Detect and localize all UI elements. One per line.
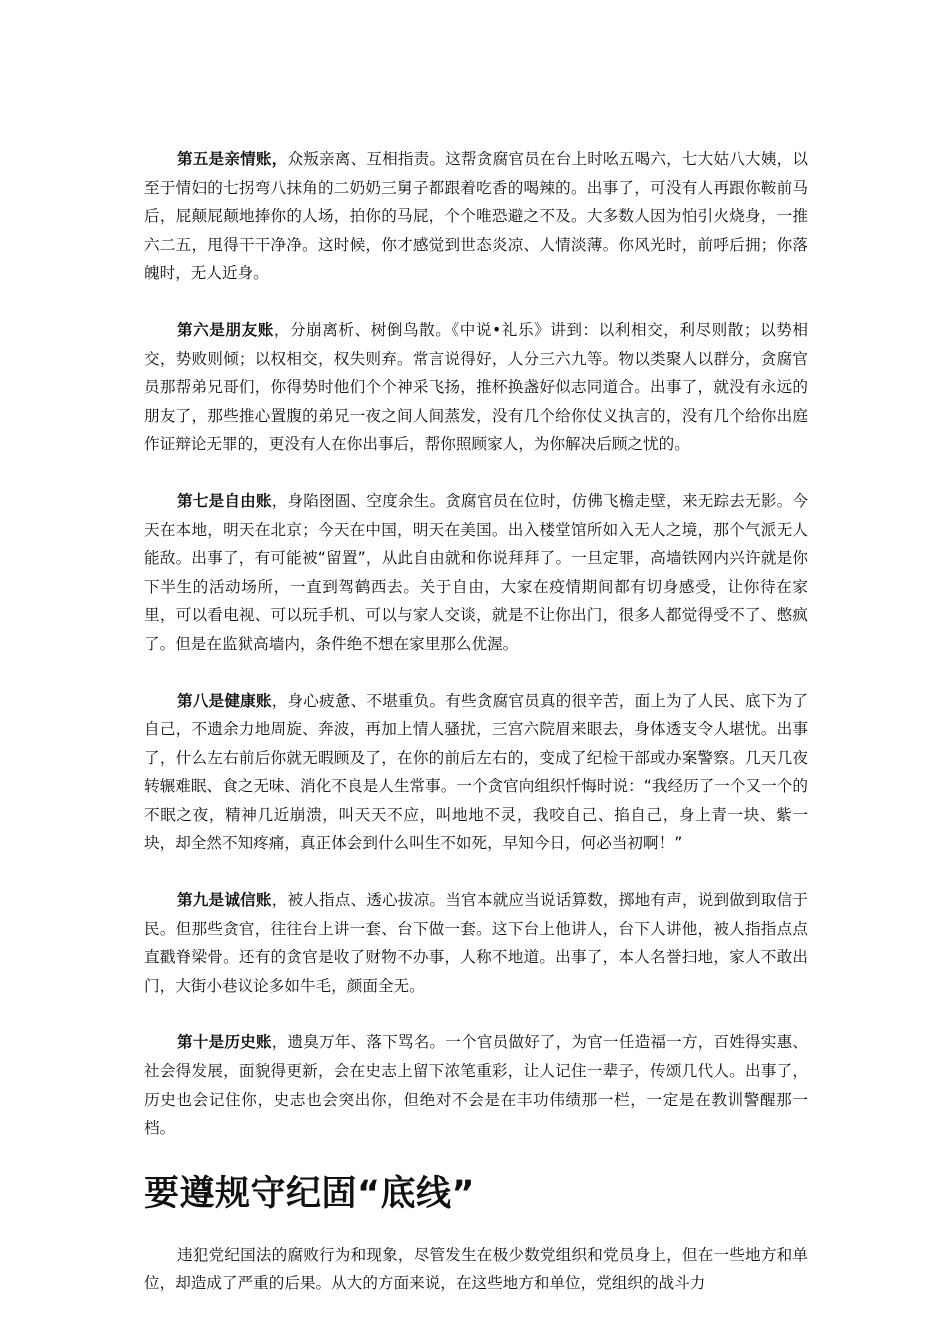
paragraph-health-account xyxy=(144,687,808,859)
paragraph-lead: 第十是历史账 xyxy=(177,1033,272,1052)
paragraph-text: ，身陷囹圄、空度余生。贪腐官员在位时，仿佛飞檐走壁，来无踪去无影。今天在本地，明天在北京；今天在中国，明天在美国。出入楼堂馆所如入无人之境，那个气派无人能敌。出事了，有可能被“留置”，从此自由就和你说拜拜了。一旦定罪，高墙铁网内兴许就是你下半生的活动场所，一直到驾鹤西去。关于自由，大家在疫情期间都有切身感受，让你待在家里，可以看电视、可以玩手机、可以与家人交谈，就是不让你出门，很多人都觉得受不了、憋疯了。但是在监狱高墙内，条件绝不想在家里那么优渥。 xyxy=(144,491,808,653)
paragraph-lead: 第七是自由账 xyxy=(177,491,272,510)
paragraph-text: ，遗臭万年、落下骂名。一个官员做好了，为官一任造福一方，百姓得实惠、社会得发展，面貌得更新，会在史志上留下浓笔重彩，让人记住一辈子，传颂几代人。出事了，历史也会记住你，史志也会突出你，但绝对不会是在丰功伟绩那一栏，一定是在教训警醒那一档。 xyxy=(144,1033,808,1138)
paragraph-integrity-account xyxy=(144,886,808,1000)
paragraph-history-account xyxy=(144,1028,808,1142)
paragraph-lead: 第八是健康账 xyxy=(177,691,272,710)
paragraph-freedom-account xyxy=(144,487,808,659)
paragraph-text: ，身心疲惫、不堪重负。有些贪腐官员真的很辛苦，面上为了人民、底下为了自己，不遗余力地周旋、奔波，再加上情人骚扰，三宫六院眉来眼去，身体透支令人堪忧。出事了，什么左右前后你就无暇顾及了，在你的前后左右的，变成了纪检干部或办案警察。几天几夜转辗难眠、食之无味、消化不良是人生常事。一个贪官向组织忏悔时说：“我经历了一个又一个的不眠之夜，精神几近崩溃，叫天天不应，叫地地不灵，我咬自己、掐自己，身上青一块、紫一块，却全然不知疼痛，真正体会到什么叫生不如死，早知今日，何必当初啊！” xyxy=(144,691,808,853)
paragraph-family-account xyxy=(144,145,808,288)
paragraph-text: 众叛亲离、互相指责。这帮贪腐官员在台上时吆五喝六，七大姑八大姨，以至于情妇的七拐弯八抹角的二奶奶三舅子都跟着吃香的喝辣的。出事了，可没有人再跟你鞍前马后，屁颠屁颠地捧你的人场，拍你的马屁，个个唯恐避之不及。大多数人因为怕引火烧身，一推六二五，甩得干干净净。这时候，你才感觉到世态炎凉、人情淡薄。你风光时，前呼后拥；你落魄时，无人近身。 xyxy=(144,150,808,283)
paragraph-lead: 第五是亲情账， xyxy=(177,150,288,168)
document-page xyxy=(144,145,808,1298)
paragraph-lead: 第六是朋友账 xyxy=(177,320,274,339)
paragraph-closing: 违犯党纪国法的腐败行为和现象，尽管发生在极少数党组织和党员身上，但在一些地方和单位，却造成了严重的后果。从大的方面来说，在这些地方和单位，党组织的战斗力 xyxy=(144,1245,808,1293)
paragraph-text: ，分崩离析、树倒鸟散。《中说•礼乐》讲到：以利相交，利尽则散；以势相交，势败则倾；以权相交，权失则弃。常言说得好，人分三六九等。物以类聚人以群分，贪腐官员那帮弟兄哥们，你得势时他们个个神采飞扬，推杯换盏好似志同道合。出事了，就没有永远的朋友了，那些推心置腹的弟兄一夜之间人间蒸发，没有几个给你仗义执言的，没有几个给你出庭作证辩论无罪的，更没有人在你出事后，帮你照顾家人，为你解决后顾之忧的。 xyxy=(144,320,808,454)
paragraph-friend-account xyxy=(144,316,808,459)
section-heading: 要遵规守纪固“底线” xyxy=(144,1173,476,1214)
paragraph-lead: 第九是诚信账 xyxy=(177,891,272,910)
paragraph-text: ，被人指点、透心拔凉。当官本就应当说话算数，掷地有声，说到做到取信于民。但那些贪官，往往台上讲一套、台下做一套。这下台上他讲人，台下人讲他，被人指指点点直戳脊梁骨。还有的贪官是收了财物不办事，人称不地道。出事了，本人名誉扫地，家人不敢出门，大街小巷议论多如牛毛，颜面全无。 xyxy=(144,891,808,995)
